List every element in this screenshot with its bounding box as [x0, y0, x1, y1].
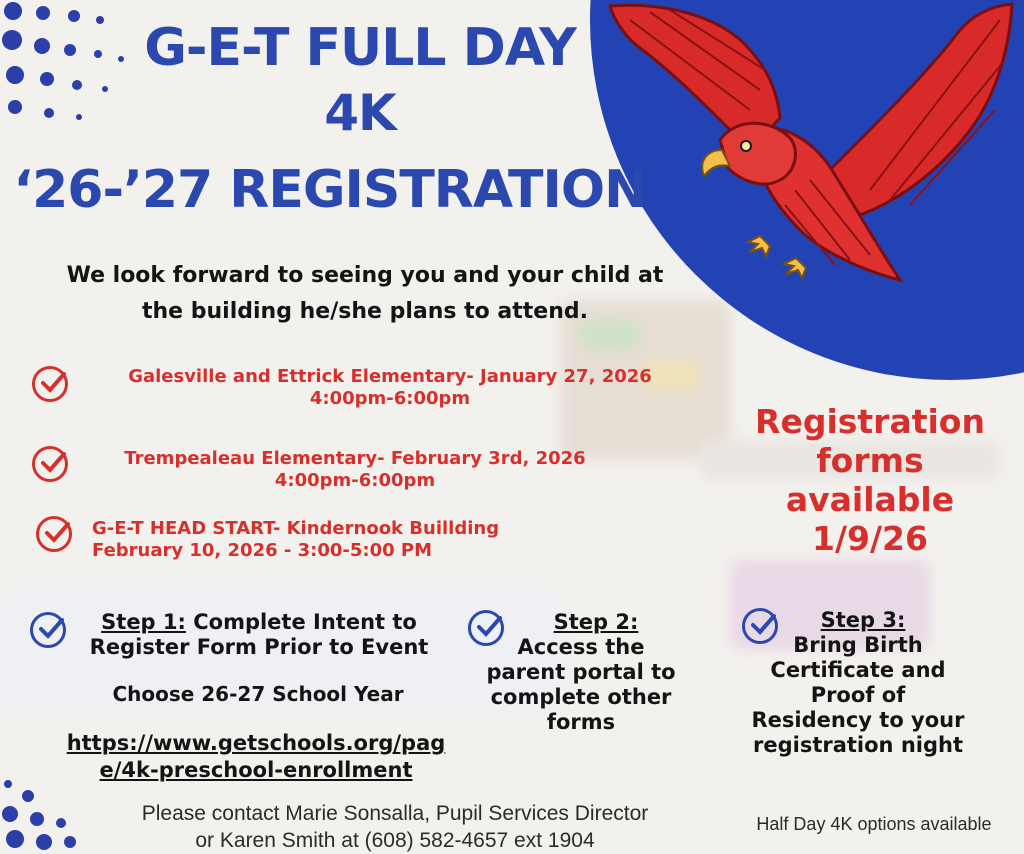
- half-day-note: Half Day 4K options available: [756, 814, 992, 834]
- event-item: [92, 518, 499, 562]
- eagle-mascot-icon: [600, 0, 1024, 300]
- step-3: [740, 608, 976, 758]
- step-1: [74, 610, 444, 660]
- title-line-2: 4K: [324, 84, 396, 142]
- step-3-line: registration night: [753, 733, 963, 757]
- event-time: 4:00pm-6:00pm: [309, 388, 471, 409]
- event-location: Galesville and Ettrick Elementary- January 27, 2026: [128, 366, 652, 387]
- registration-forms-line: forms: [816, 441, 924, 480]
- check-circle-icon: [32, 366, 68, 402]
- event-location: Trempealeau Elementary- February 3rd, 2026: [124, 448, 586, 469]
- event-time: February 10, 2026 - 3:00-5:00 PM: [92, 540, 433, 561]
- check-circle-icon: [32, 446, 68, 482]
- event-item: [80, 366, 700, 410]
- step-3-line: Certificate and: [770, 658, 946, 682]
- step-3-line: Proof of: [810, 683, 906, 707]
- registration-forms-notice: [735, 402, 1005, 558]
- registration-forms-line: Registration: [755, 402, 985, 441]
- registration-forms-date: 1/9/26: [812, 519, 928, 558]
- intro-line-2: the building he/she plans to attend.: [142, 299, 588, 324]
- contact-line: Please contact Marie Sonsalla, Pupil Services Director: [141, 802, 649, 825]
- step-2-line: parent portal to: [486, 660, 676, 684]
- enrollment-link-line[interactable]: e/4k-preschool-enrollment: [99, 758, 413, 782]
- intro-line-1: We look forward to seeing you and your child at: [66, 263, 664, 288]
- step-1-heading: Step 1:: [101, 610, 186, 634]
- title-line-3: ‘26-’27 REGISTRATION: [13, 160, 647, 220]
- event-location: G-E-T HEAD START- Kindernook Buillding: [92, 518, 500, 539]
- step-3-line: Residency to your: [751, 708, 965, 732]
- check-circle-icon: [30, 612, 66, 648]
- enrollment-link-line[interactable]: https://www.getschools.org/pag: [66, 731, 446, 755]
- step-3-heading: Step 3:: [820, 608, 906, 632]
- step-2-heading: Step 2:: [553, 610, 639, 634]
- step-1-text: Complete Intent to: [185, 610, 417, 634]
- contact-info: [80, 800, 710, 854]
- title-line-1: G-E-T FULL DAY: [144, 18, 576, 78]
- step-2-line: complete other: [490, 685, 672, 709]
- step-2-line: forms: [546, 710, 616, 734]
- enrollment-link[interactable]: [46, 730, 466, 784]
- step-2-line: Access the: [517, 635, 645, 659]
- intro-text: [20, 258, 710, 330]
- event-item: [80, 448, 630, 492]
- step-2: [476, 610, 686, 735]
- step-3-line: Bring Birth: [793, 633, 923, 657]
- step-1-text: Register Form Prior to Event: [89, 635, 429, 659]
- contact-line: or Karen Smith at (608) 582-4657 ext 1904: [195, 829, 595, 852]
- choose-school-year: Choose 26-27 School Year: [112, 682, 404, 706]
- registration-forms-line: available: [785, 480, 955, 519]
- check-circle-icon: [36, 516, 72, 552]
- event-time: 4:00pm-6:00pm: [274, 470, 436, 491]
